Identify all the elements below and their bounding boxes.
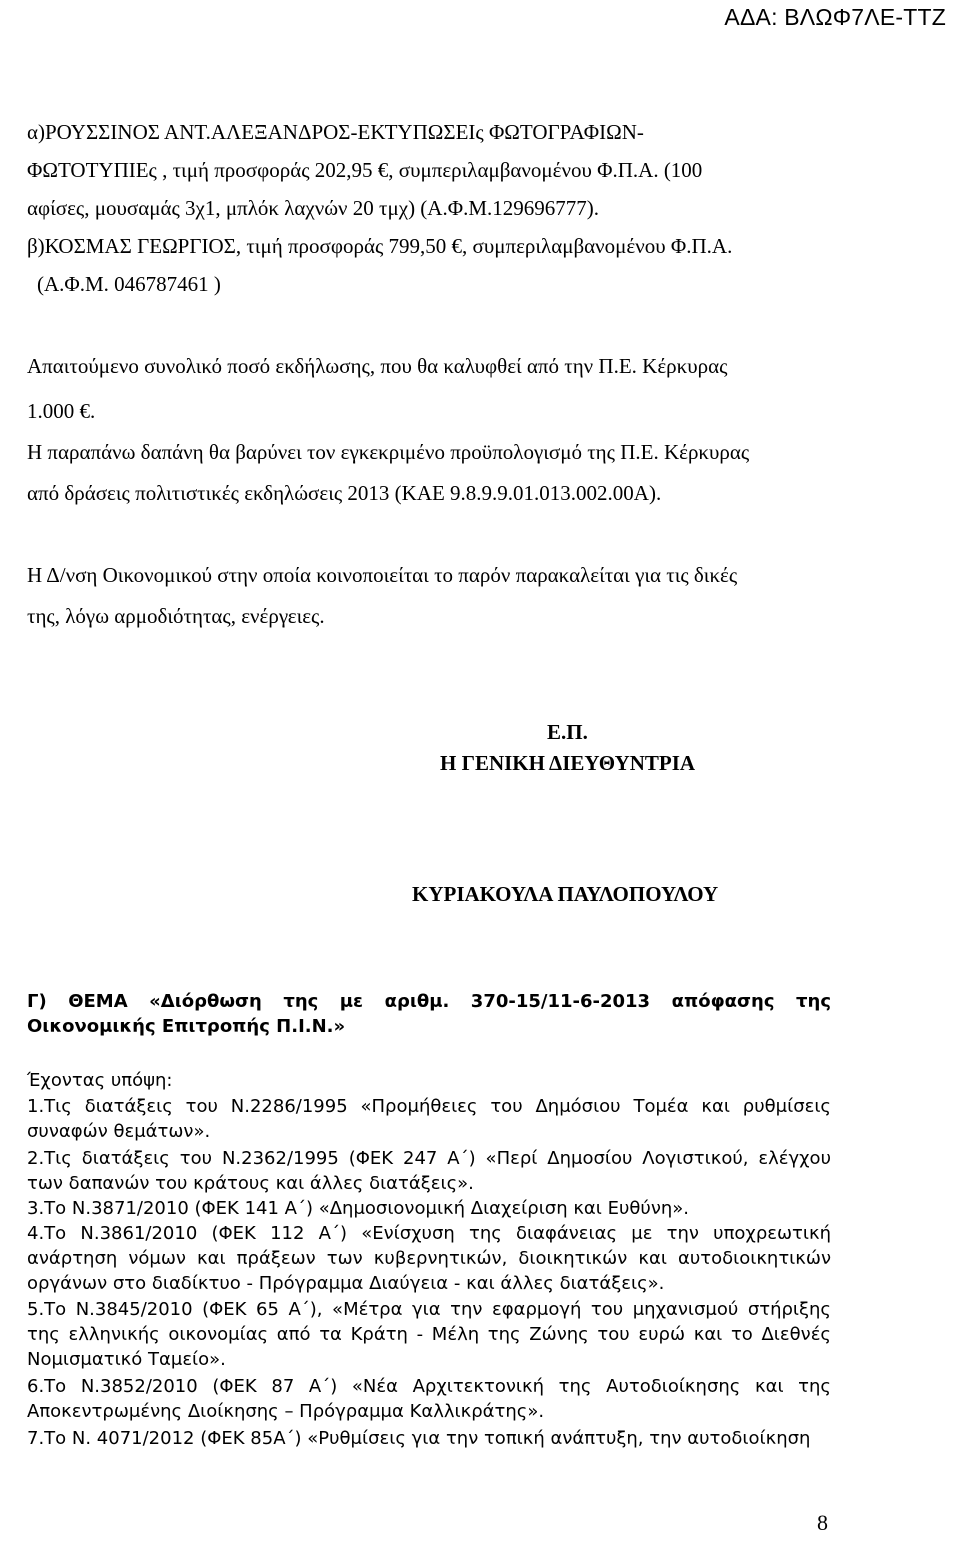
notice-line-1: Η Δ/νση Οικονομικού στην οποία κοινοποιείται το παρόν παρακαλείται για τις δικές: [27, 563, 738, 587]
item-1-line-1: 1.Τις διατάξεις του Ν.2286/1995 «Προμήθειες του Δημόσιου Τομέα και ρυθμίσεις: [27, 1096, 831, 1117]
bid-b-line-2: (Α.Φ.Μ. 046787461 ): [37, 272, 221, 296]
item-3-line-1: 3.Το Ν.3871/2010 (ΦΕΚ 141 Α΄) «Δημοσιονομική Διαχείριση και Ευθύνη».: [27, 1198, 690, 1219]
section-g-heading-line-2: Οικονομικής Επιτροπής Π.Ι.Ν.»: [27, 1016, 346, 1037]
amount-line-2: 1.000 €.: [27, 399, 96, 423]
item-6-line-2: Αποκεντρωμένης Διοίκησης – Πρόγραμμα Καλλικράτης».: [27, 1401, 545, 1422]
ada-code: ΑΔΑ: ΒΛΩΦ7ΛΕ-ΤΤΖ: [724, 4, 946, 30]
section-g-intro: Έχοντας υπόψη:: [27, 1070, 173, 1091]
amount-line-1: Απαιτούμενο συνολικό ποσό εκδήλωσης, που θα καλυφθεί από την Π.Ε. Κέρκυρας: [27, 354, 728, 378]
item-2-line-2: των δαπανών του κράτους και άλλες διατάξεις».: [27, 1173, 474, 1194]
item-6-line-1: 6.Το Ν.3852/2010 (ΦΕΚ 87 Α΄) «Νέα Αρχιτεκτονική της Αυτοδιοίκησης και της: [27, 1376, 831, 1397]
bid-a-line-3: αφίσες, μουσαμάς 3χ1, μπλόκ λαχνών 20 τμχ) (Α.Φ.Μ.129696777).: [27, 196, 599, 220]
amount-line-3: Η παραπάνω δαπάνη θα βαρύνει τον εγκεκριμένο προϋπολογισμό της Π.Ε. Κέρκυρας: [27, 440, 750, 464]
item-2-line-1: 2.Τις διατάξεις του Ν.2362/1995 (ΦΕΚ 247 Α΄) «Περί Δημοσίου Λογιστικού, ελέγχου: [27, 1148, 831, 1169]
bid-b-line-1: β)ΚΟΣΜΑΣ ΓΕΩΡΓΙΟΣ, τιμή προσφοράς 799,50 €, συμπεριλαμβανομένου Φ.Π.Α.: [27, 234, 733, 258]
signature-name: ΚΥΡΙΑΚΟΥΛΑ ΠΑΥΛΟΠΟΥΛΟΥ: [412, 882, 719, 906]
page-number: 8: [817, 1510, 828, 1535]
signature-title: Η ΓΕΝΙΚΗ ΔΙΕΥΘΥΝΤΡΙΑ: [440, 751, 696, 775]
notice-line-2: της, λόγω αρμοδιότητας, ενέργειες.: [27, 604, 325, 628]
item-5-line-2: της ελληνικής οικονομίας από τα Κράτη - Μέλη της Ζώνης του ευρώ και το Διεθνές: [27, 1324, 831, 1345]
item-5-line-3: Νομισματικό Ταμείο».: [27, 1349, 226, 1370]
bid-a-line-1: α)ΡΟΥΣΣΙΝΟΣ ΑΝΤ.ΑΛΕΞΑΝΔΡΟΣ-ΕΚΤΥΠΩΣΕΙς ΦΩΤΟΓΡΑΦΙΩΝ-: [27, 120, 644, 144]
item-4-line-1: 4.Το Ν.3861/2010 (ΦΕΚ 112 Α΄) «Ενίσχυση της διαφάνειας με την υποχρεωτική: [27, 1223, 831, 1244]
section-g-heading-line-1: Γ) ΘΕΜΑ «Διόρθωση της με αριθμ. 370-15/11-6-2013 απόφασης της: [27, 991, 831, 1012]
bid-a-line-2: ΦΩΤΟΤΥΠΙΕς , τιμή προσφοράς 202,95 €, συμπεριλαμβανομένου Φ.Π.Α. (100: [27, 158, 703, 182]
item-7-line-1: 7.Το Ν. 4071/2012 (ΦΕΚ 85Α΄) «Ρυθμίσεις για την τοπική ανάπτυξη, την αυτοδιοίκηση: [27, 1428, 811, 1449]
signature-org: Ε.Π.: [547, 720, 588, 744]
item-5-line-1: 5.Το Ν.3845/2010 (ΦΕΚ 65 Α΄), «Μέτρα για την εφαρμογή του μηχανισμού στήριξης: [27, 1299, 831, 1320]
item-4-line-2: ανάρτηση νόμων και πράξεων των κυβερνητικών, διοικητικών και αυτοδιοικητικών: [27, 1248, 831, 1269]
amount-line-4: από δράσεις πολιτιστικές εκδηλώσεις 2013 (ΚΑΕ 9.8.9.9.01.013.002.00Α).: [27, 481, 662, 505]
item-4-line-3: οργάνων στο διαδίκτυο - Πρόγραμμα Διαύγεια - και άλλες διατάξεις».: [27, 1273, 665, 1294]
item-1-line-2: συναφών θεμάτων».: [27, 1121, 211, 1142]
